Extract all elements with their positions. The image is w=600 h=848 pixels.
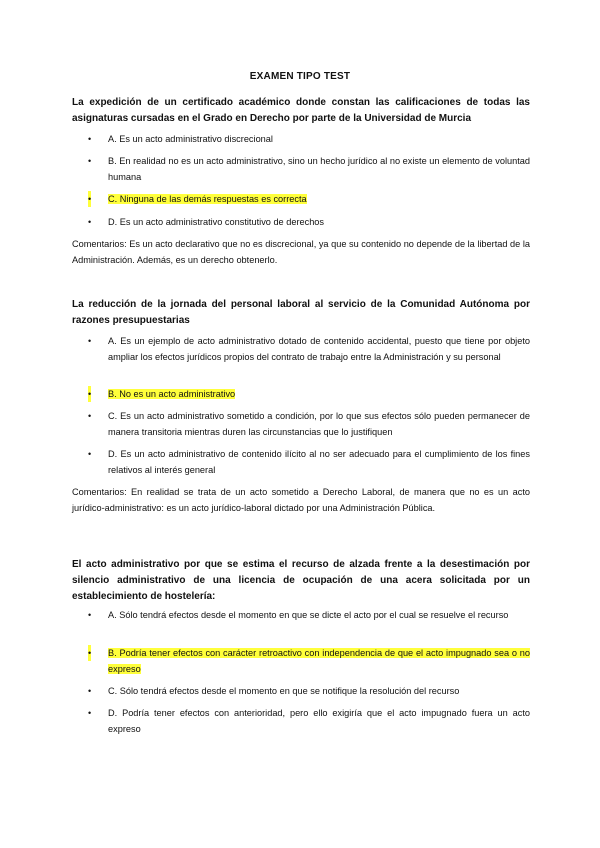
- question-1-option-a: A. Es un acto administrativo discrecional: [108, 134, 273, 144]
- bullet: •: [88, 610, 92, 620]
- bullet: •: [88, 708, 92, 718]
- question-3-option-d: D. Podría tener efectos con anterioridad, pero ello exigiría que el acto impugnado fuera un acto expreso: [108, 708, 530, 734]
- question-3: El acto administrativo por que se estima el recurso de alzada frente a la desestimación por silencio administrativo de una licencia de ocupación de una acera solicitada por un establecimiento de hostelería:: [72, 559, 530, 602]
- question-3-option-b: [108, 645, 530, 677]
- question-2-option-a: A. Es un ejemplo de acto administrativo dotado de contenido accidental, puesto que tiene por objeto ampliar los efectos jurídicos propios del contrato de trabajo entre la Administración y su personal: [108, 336, 530, 362]
- question-3-option-a: A. Sólo tendrá efectos desde el momento en que se dicte el acto por el cual se resuelve el recurso: [108, 610, 509, 620]
- highlighted-answer: B. Podría tener efectos con carácter retroactivo con independencia de que el acto impugnado sea o no expreso: [108, 648, 530, 674]
- bullet: •: [88, 686, 92, 696]
- bullet: •: [88, 336, 92, 346]
- bullet: •: [88, 191, 91, 207]
- question-2-option-d: D. Es un acto administrativo de contenido ilícito al no ser adecuado para el cumplimiento de los fines relativos al interés general: [108, 449, 530, 475]
- question-1-comment: Comentarios: Es un acto declarativo que no es discrecional, ya que su contenido no depende de la libertad de la Administración. Además, es un derecho obtenerlo.: [72, 239, 530, 265]
- bullet: •: [88, 134, 92, 144]
- bullet: •: [88, 449, 92, 459]
- bullet: •: [88, 156, 92, 166]
- question-1-option-b: B. En realidad no es un acto administrativo, sino un hecho jurídico al no existe un elemento de voluntad humana: [108, 156, 530, 182]
- question-1: La expedición de un certificado académico donde constan las calificaciones de todas las asignaturas cursadas en el Grado en Derecho por parte de la Universidad de Murcia: [72, 97, 530, 124]
- question-1-option-c: [108, 191, 530, 207]
- bullet: •: [88, 645, 91, 661]
- bullet: •: [88, 411, 92, 421]
- bullet: •: [88, 386, 91, 402]
- question-2-comment: Comentarios: En realidad se trata de un acto sometido a Derecho Laboral, de manera que no es un acto jurídico-administrativo: es un acto jurídico-laboral dictado por una Administración Pública.: [72, 487, 530, 513]
- highlighted-answer: C. Ninguna de las demás respuestas es correcta: [108, 194, 307, 204]
- question-3-option-c: C. Sólo tendrá efectos desde el momento en que se notifique la resolución del recurso: [108, 686, 460, 696]
- question-2-option-c: C. Es un acto administrativo sometido a condición, por lo que sus efectos sólo pueden permanecer de manera transitoria mientras duren las circunstancias que lo justifiquen: [108, 411, 530, 437]
- bullet: •: [88, 217, 92, 227]
- question-2-option-b: [108, 386, 530, 402]
- question-1-option-d: D. Es un acto administrativo constitutivo de derechos: [108, 217, 325, 227]
- page-title: EXAMEN TIPO TEST: [249, 71, 351, 82]
- highlighted-answer: B. No es un acto administrativo: [108, 389, 236, 399]
- question-2: La reducción de la jornada del personal laboral al servicio de la Comunidad Autónoma por razones presupuestarias: [72, 299, 530, 326]
